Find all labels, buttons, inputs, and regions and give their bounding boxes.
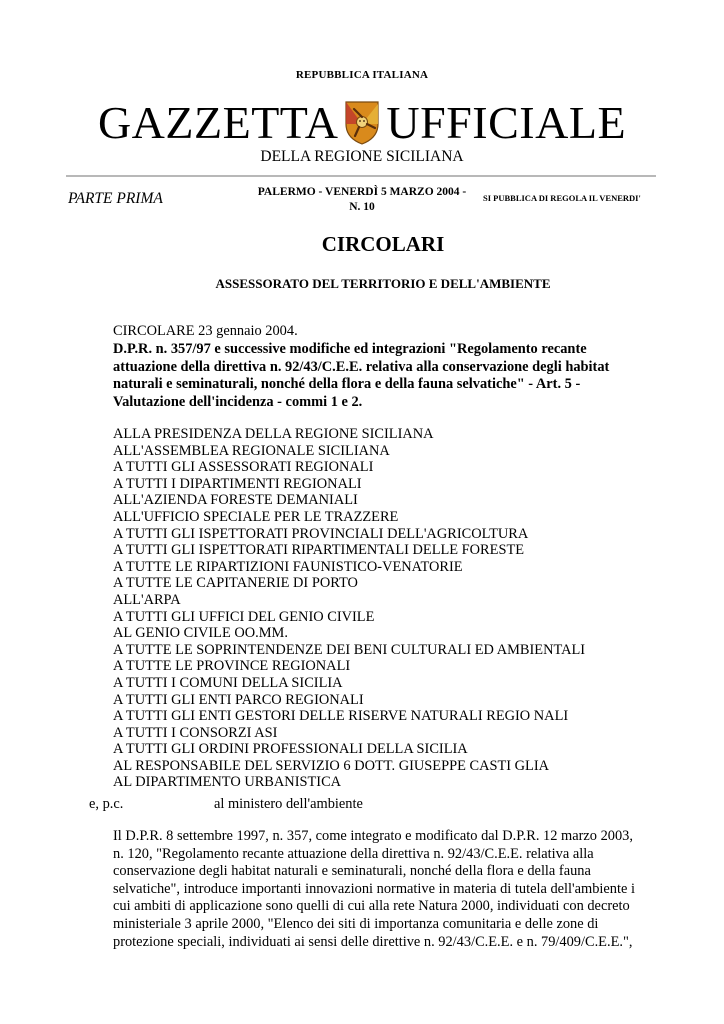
recipient-item: A TUTTE LE SOPRINTENDENZE DEI BENI CULTURALI ED AMBIENTALI [113,641,586,658]
dateline-date: PALERMO - VENERDÌ 5 MARZO 2004 - [257,186,467,198]
body-line: cui ambiti di applicazione sono quelli di cui alla rete Natura 2000, individuati con decreto [113,898,630,915]
cc-recipient: al ministero dell'ambiente [214,796,363,812]
cc-label: e, p.c. [89,796,124,812]
recipient-item: A TUTTI I CONSORZI ASI [113,724,278,741]
subject-line: D.P.R. n. 357/97 e successive modifiche ed integrazioni "Regolamento recante [113,341,587,357]
recipient-item: A TUTTI I DIPARTIMENTI REGIONALI [113,475,362,492]
department-heading: ASSESSORATO DEL TERRITORIO E DELL'AMBIENTE [215,276,551,291]
masthead-title-left: GAZZETTA [97,97,339,148]
recipient-item: ALL'ARPA [113,591,181,608]
recipient-item: A TUTTI GLI ISPETTORATI RIPARTIMENTALI DELLE FORESTE [113,542,525,559]
recipient-item: ALL'UFFICIO SPECIALE PER LE TRAZZERE [113,508,399,525]
masthead [0,96,724,156]
header-kicker: REPUBBLICA ITALIANA [295,69,429,81]
recipient-item: A TUTTI GLI UFFICI DEL GENIO CIVILE [113,608,375,625]
recipient-item: ALL'AZIENDA FORESTE DEMANIALI [113,492,358,509]
recipient-item: A TUTTI GLI ASSESSORATI REGIONALI [113,459,374,476]
recipient-item: A TUTTI GLI ISPETTORATI PROVINCIALI DELL'AGRICOLTURA [113,525,529,542]
body-line: protezione speciali, individuati ai sensi delle direttive n. 92/43/C.E.E. e n. 79/409/C.E.E.", [113,933,633,950]
recipient-item: A TUTTI GLI ORDINI PROFESSIONALI DELLA SICILIA [113,741,468,758]
subject-line: naturali e seminaturali, nonché della flora e della fauna selvatiche" - Art. 5 - [113,376,581,392]
dateline [246,185,478,215]
recipient-item: A TUTTE LE CAPITANERIE DI PORTO [113,575,358,592]
masthead-title-right: UFFICIALE [386,97,627,148]
subject-line: attuazione della direttiva n. 92/43/C.E.E. relativa alla conservazione degli habitat [113,358,610,375]
recipient-item: AL DIPARTIMENTO URBANISTICA [113,774,342,791]
recipient-item: A TUTTI I COMUNI DELLA SICILIA [113,674,343,691]
recipient-item: AL RESPONSABILE DEL SERVIZIO 6 DOTT. GIUSEPPE CASTI GLIA [113,757,550,774]
recipient-item: ALL'ASSEMBLEA REGIONALE SICILIANA [113,442,390,459]
recipient-item: AL GENIO CIVILE OO.MM. [113,625,288,642]
recipient-item: A TUTTI GLI ENTI PARCO REGIONALI [113,691,364,708]
header-divider [66,175,656,177]
body-line: Il D.P.R. 8 settembre 1997, n. 357, come integrato e modificato dal D.P.R. 12 marzo 2003, [113,828,633,844]
part-label: PARTE PRIMA [68,190,163,207]
body-paragraph [113,828,635,951]
dateline-number: N. 10 [349,201,375,213]
recipient-item: A TUTTI GLI ENTI GESTORI DELLE RISERVE NATURALI REGIO NALI [113,708,569,725]
recipient-item: A TUTTE LE PROVINCE REGIONALI [113,658,351,675]
body-line: selvatiche", introduce importanti innovazioni normative in materia di tutela dell'ambiente i [113,880,635,897]
masthead-subtitle: DELLA REGIONE SICILIANA [260,148,464,165]
body-line: conservazione degli habitat naturali e seminaturali, nonché della flora e della fauna [113,863,591,880]
body-line: ministeriale 3 aprile 2000, "Elenco dei siti di importanza comunitaria e delle zone di [113,915,599,932]
section-title: CIRCOLARI [321,232,445,256]
recipient-item: A TUTTE LE RIPARTIZIONI FAUNISTICO-VENATORIE [113,558,463,575]
circular-date: CIRCOLARE 23 gennaio 2004. [113,323,298,339]
subject-line: Valutazione dell'incidenza - commi 1 e 2. [113,393,363,410]
publication-notice: SI PUBBLICA DI REGOLA IL VENERDI' [483,193,641,203]
body-line: n. 120, "Regolamento recante attuazione della direttiva n. 92/43/C.E.E. relativa alla [113,845,594,862]
recipient-list [113,426,585,791]
recipient-item: ALLA PRESIDENZA DELLA REGIONE SICILIANA [113,426,434,442]
trinacria-emblem-icon [342,98,382,146]
circular-subject [113,341,633,411]
